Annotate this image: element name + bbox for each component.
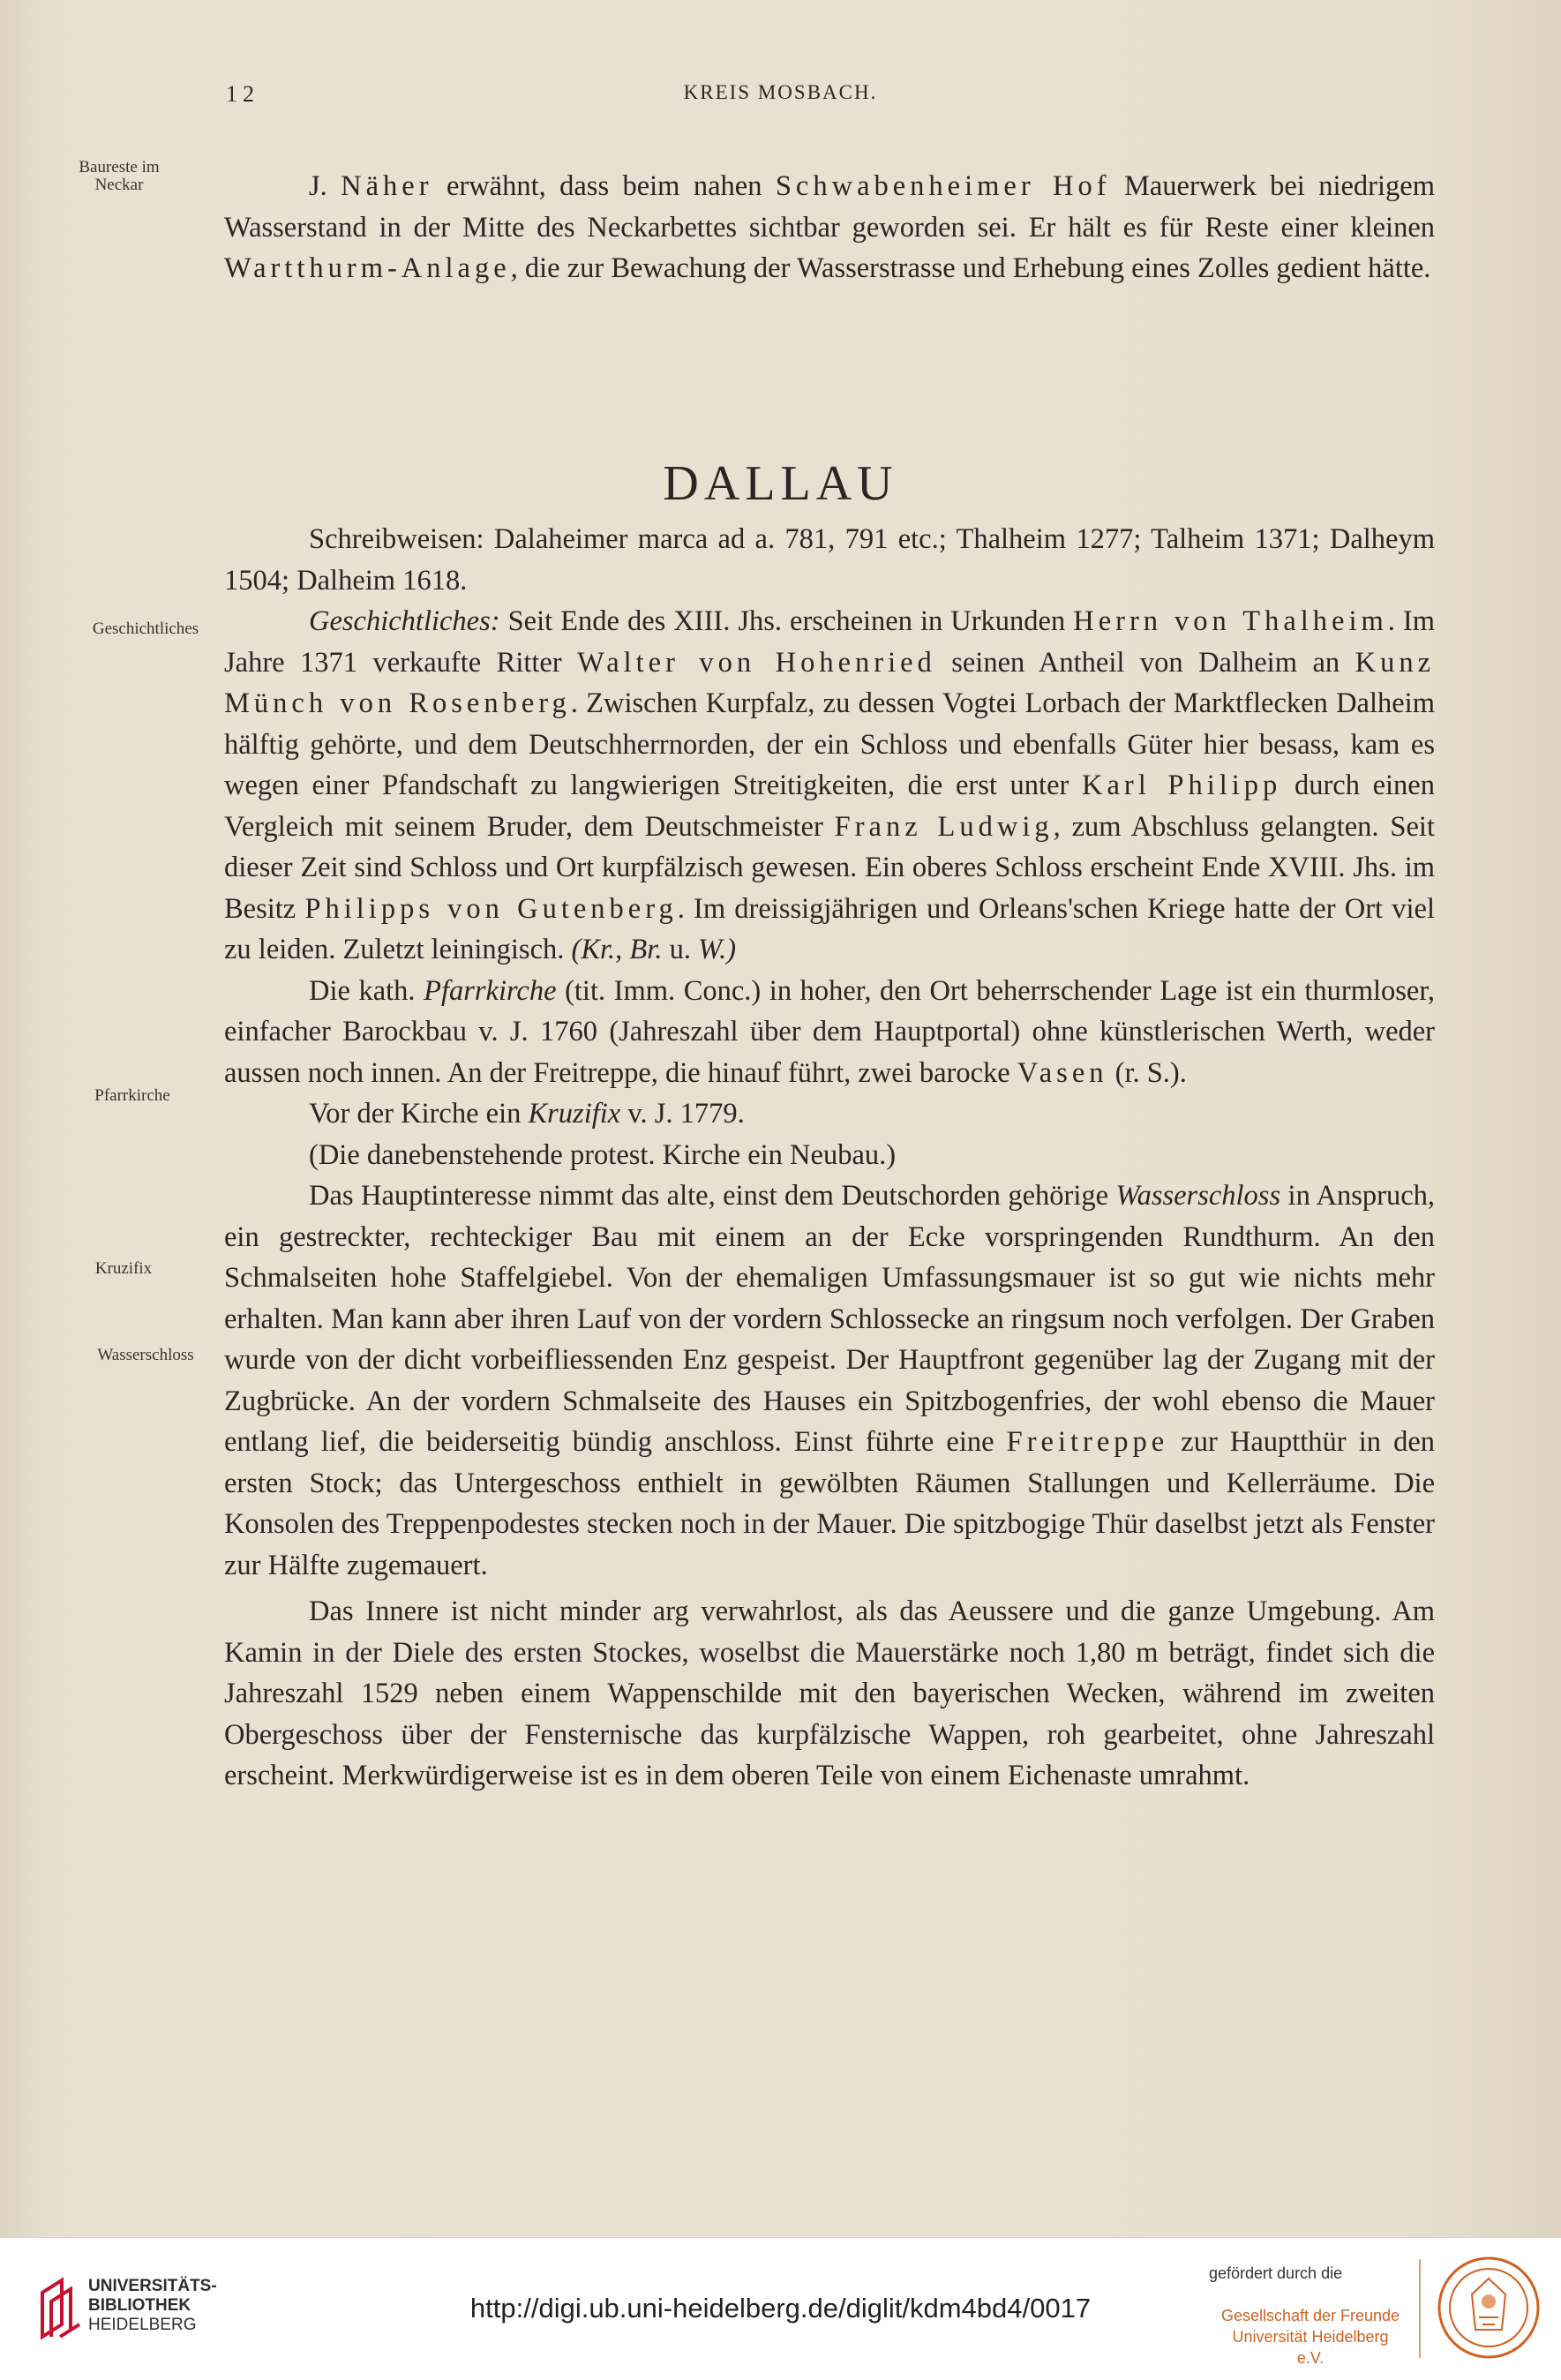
kruzifix-text-2: v. J. 1779. — [620, 1098, 745, 1130]
sponsor-name — [1218, 2305, 1403, 2369]
term-vasen: Vasen — [1017, 1056, 1108, 1089]
person-kunz-muench: Kunz Münch von Rosenberg — [224, 646, 1435, 719]
term-kruzifix: Kruzifix — [528, 1098, 621, 1130]
kruzifix-text-1: Vor der Kirche ein — [309, 1098, 529, 1130]
pfarrkirche-text-3: (r. S.). — [1107, 1056, 1187, 1089]
library-name-line-2: BIBLIOTHEK — [88, 2296, 191, 2315]
footer-bar — [0, 2237, 1561, 2380]
sponsor-divider — [1419, 2259, 1421, 2358]
library-name-line-1: UNIVERSITÄTS- — [88, 2277, 217, 2295]
margin-note-wasserschloss: Wasserschloss — [97, 1346, 194, 1364]
geschichte-text-5: durch einen Vergleich mit seinem Bruder, dem Deutschmeister — [224, 770, 1435, 843]
geschichte-text-4: . Zwischen Kurpfalz, zu dessen Vogtei Lorbach der Marktflecken Dalheim hälftig gehörte, und dem Deutschherrnorden, der ein Schloss und ebenfalls Güter hier besass, kam es wegen einer Pfandschaft zu langwierigen Streitigkeiten, die erst unter — [224, 687, 1435, 801]
author-naeher: Näher — [341, 170, 433, 202]
margin-note-pfarrkirche: Pfarrkirche — [94, 1086, 170, 1105]
geschichte-text-7: . Im dreissigjährigen und Orleans'schen Kriege hatte der Ort viel zu leiden. Zuletzt leiningisch. — [224, 892, 1436, 965]
geschichte-text-6: , zum Abschluss gelangten. Seit dieser Zeit sind Schloss und Ort kurpfälzisch gewesen. Ein oberes Schloss erscheint Ende XVIII. Jhs. im Besitz — [224, 810, 1435, 925]
geschichte-text-3: seinen Antheil von Dalheim an — [935, 646, 1355, 679]
person-walter-von-hohenried: Walter von Hohenried — [577, 646, 936, 679]
geschichte-paragraph — [224, 601, 1435, 971]
pfarrkirche-paragraph — [224, 971, 1435, 1094]
geschichte-text-8: u. — [662, 934, 699, 965]
wasserschloss-paragraph — [224, 1175, 1435, 1586]
sponsor-label: gefördert durch die — [1209, 2264, 1343, 2282]
library-name-line-3: HEIDELBERG — [88, 2316, 197, 2334]
wasserschloss-text-1: Das Hauptinteresse nimmt das alte, einst dem Deutschorden gehörige — [309, 1180, 1116, 1212]
person-philipps-von-gutenberg: Philipps von Gutenberg — [304, 892, 678, 925]
sponsor-name-line-2: Universität Heidelberg e.V. — [1232, 2328, 1389, 2367]
permalink-url[interactable]: http://digi.ub.uni-heidelberg.de/diglit/kdm4bd4/0017 — [469, 2293, 1092, 2324]
term-pfarrkirche: Pfarrkirche — [424, 974, 557, 1007]
pfarrkirche-text-1: Die kath. — [309, 974, 424, 1007]
main-text — [224, 519, 1435, 1797]
geschichte-text-2: . Im Jahre 1371 verkaufte Ritter — [224, 605, 1435, 679]
university-seal-icon — [1437, 2256, 1541, 2360]
margin-note-kruzifix: Kruzifix — [94, 1259, 153, 1278]
intro-text-1: J. — [309, 170, 341, 202]
running-title: KREIS MOSBACH. — [683, 81, 878, 103]
person-herrn-von-thalheim: Herrn von Thalheim — [1073, 605, 1388, 637]
margin-note-baureste: Baureste im Neckar — [79, 158, 160, 194]
intro-paragraph — [224, 166, 1435, 289]
intro-text-4: , die zur Bewachung der Wasserstrasse und Erhebung eines Zolles gedient hätte. — [510, 252, 1431, 284]
source-w: W.) — [698, 934, 737, 965]
geschichte-label: Geschichtliches: — [309, 605, 500, 637]
wartthurm-anlage: Wartthurm-Anlage — [224, 252, 511, 284]
person-franz-ludwig: Franz Ludwig — [834, 810, 1054, 843]
geschichte-text-1: Seit Ende des XIII. Jhs. erscheinen in Urkunden — [499, 605, 1074, 637]
intro-text-2: erwähnt, dass beim nahen — [432, 170, 776, 202]
page-number: 12 — [226, 81, 259, 107]
innere-paragraph: Das Innere ist nicht minder arg verwahrlost, als das Aeussere und die ganze Umgebung. Am Kamin in der Diele des ersten Stockes, woselbst die Mauerstärke noch 1,80 m beträgt, findet sich die Jahreszahl 1529 neben einem Wappenschilde mit den bayerischen Wecken, während im zweiten Obergeschoss über der Fensternische das kurpfälzische Wappen, roh gearbeitet, ohne Jahreszahl erscheint. Merkwürdigerweise ist es in dem oberen Teile von einem Eichenaste umrahmt. — [224, 1595, 1435, 1791]
pfarrkirche-text-2: (tit. Imm. Conc.) in hoher, den Ort beherrschender Lage ist ein thurmloser, einfacher Barockbau v. J. 1760 (Jahreszahl über dem Hauptportal) ohne künstlerischen Werth, weder aussen noch innen. An der Freitreppe, die hinauf führt, zwei barocke — [224, 974, 1435, 1089]
neubau-paragraph: (Die danebenstehende protest. Kirche ein Neubau.) — [309, 1138, 897, 1171]
schreibweisen-paragraph: Schreibweisen: Dalaheimer marca ad a. 781, 791 etc.; Thalheim 1277; Talheim 1371; Dalheym 1504; Dalheim 1618. — [224, 523, 1435, 597]
term-freitreppe: Freitreppe — [1006, 1426, 1169, 1458]
term-wasserschloss: Wasserschloss — [1115, 1180, 1281, 1212]
wasserschloss-text-3: zur Hauptthür in den ersten Stock; das Untergeschoss enthielt in gewölbten Räumen Stallungen und Kellerräume. Die Konsolen des Treppenpodestes stecken noch in der Mauer. Die spitzbogige Thür daselbst jetzt als Fenster zur Hälfte zugemauert. — [224, 1426, 1435, 1581]
intro-text-3: Mauerwerk bei niedrigem Wasserstand in der Mitte des Neckarbettes sichtbar geworden sei. Er hält es für Reste einer kleinen — [224, 170, 1435, 244]
person-karl-philipp: Karl Philipp — [1081, 770, 1282, 801]
sponsor-name-line-1: Gesellschaft der Freunde — [1220, 2307, 1400, 2324]
kruzifix-paragraph — [224, 1093, 1435, 1135]
section-title: DALLAU — [663, 455, 898, 511]
running-head — [0, 81, 1561, 116]
wasserschloss-text-2: in Anspruch, ein gestreckter, rechteckiger Bau mit einem an der Ecke vorspringenden Rundthurm. An den Schmalseiten hohe Staffelgiebel. Von der ehemaligen Umfassungsmauer ist so gut wie nichts mehr erhalten. Man kann aber ihren Lauf von der vordern Schlossecke an ringsum noch verfolgen. Der Graben wurde von der dicht vorbeifliessenden Enz gespeist. Der Hauptfront gegenüber lag der Zugang mit der Zugbrücke. An der vordern Schmalseite des Hauses ein Spitzbogenfries, der wohl ebenso die Mauer entlang lief, die beiderseitig bündig anschloss. Einst führte eine — [224, 1180, 1435, 1458]
margin-note-geschichtliches: Geschichtliches — [92, 619, 199, 638]
place-schwabenheimer-hof: Schwabenheimer Hof — [775, 170, 1111, 202]
source-kr-br: (Kr., Br. — [571, 934, 663, 965]
intro-text — [224, 166, 1435, 289]
